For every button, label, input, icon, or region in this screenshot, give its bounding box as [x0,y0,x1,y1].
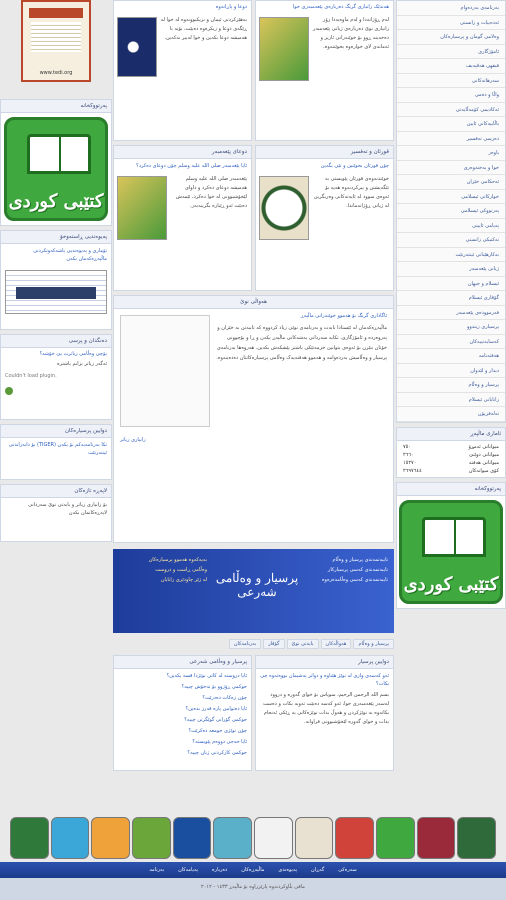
qa-list-item[interactable]: ئایا حەجی دووەم پێویستە؟ [192,739,247,745]
stat-row [397,451,505,459]
banner-side-line: بەیەکەوە هەموو پرسیارەکان [148,557,207,563]
news-heading[interactable]: ئاگاداری گرنگ بۆ هەموو خوێنەرانی ماڵپەڕ [300,313,387,319]
qa-list-item[interactable]: ئایا دەتوانین پارە قەرز بدەین؟ [185,706,247,712]
box-dua-body: بەهێزکردنی ئیمان و نزیکبوونەوە لە خوا لە ڕێگەی دوعا و زیکرەوە دەبێت، بۆیە با هەمیشە دوعا بکەین و خوا لەبیر نەکەین. [160,17,247,41]
menu-item[interactable]: وەلامی گومان و پرسیارەکان [397,30,505,45]
right-library-box [396,482,506,609]
qa-list-item[interactable]: چۆن زەکات دەدرێت؟ [202,695,247,701]
qa-left-header: پرسیار و وەڵامی شەرعی [114,656,251,669]
copyright: مافی بڵاوکردنەوە پارێزراوە بۆ ماڵپەڕ ١٤٣٣ - ٢٠١٢ [201,884,305,890]
box-prophet-body: لەم ڕۆژانەدا و لەم ماوەیەدا زۆر زانیاری نوێ دەربارەی ژیانی پێغەمبەر دەخەینە ڕوو بۆ خوێنەرانی ئازیز و ئەمانەی لای خوارەوە بخوێننەوە. [312,17,389,50]
left-library-box [0,99,112,226]
banner-side-line: وەڵامی ڕاست و دروست [155,567,207,573]
qa-list-item[interactable]: حوکمی ڕۆژوو بۆ نەخۆش چییە؟ [181,684,247,690]
right-sidebar [396,0,506,613]
latest-questions-box [0,424,112,480]
qa-right-heading[interactable]: ئەو کەسەی وازی لە نوێژ هێناوە و دواتر پەشیمان بووەتەوە چی بکات؟ [260,673,389,687]
box-quran-body: خوێندنەوەی قورئان پێویستی بە تێگەیشتن و بیرکردنەوە هەیە بۆ ئەوەی سوود لە ئایەتەکانی وەربگرین لە ژیانی ڕۆژانەماندا. [313,176,389,209]
left-library-header: پەرتووکخانە [1,100,111,113]
book-cover-image[interactable]: www.tedi.org [21,0,91,82]
stat-label: میوانانی ئەمڕۆ [468,443,499,450]
box-prophet-dua-header: دوعای پێغەمبەر [114,146,251,159]
plugin-error: Couldn't load plugin. [5,373,57,379]
box-prophet [255,0,394,141]
menu-item[interactable]: سەرهاتەکانی [397,74,505,89]
partner-link-6-icon[interactable] [213,817,252,859]
menu-item[interactable]: هەفتەنامە [397,349,505,364]
book-cover-box [0,0,112,95]
contact-link[interactable]: تۆماری و پەیوەندیی پاشەکەوتکردنی ماڵپەڕەکەمان بکەن [33,248,107,262]
quran-thumbnail[interactable] [259,176,309,240]
center-tab[interactable]: پرسیار و وەڵام [353,639,394,649]
voting-box [0,334,112,420]
news-box [113,295,394,543]
footer-nav-link[interactable]: پەیوەندی [278,867,298,873]
news-more-link[interactable]: زانیاری زیاتر [120,437,146,443]
moon-thumbnail[interactable] [117,17,157,77]
menu-item[interactable]: تەکنیکی زانستی [397,233,505,248]
menu-item[interactable]: باوەر [397,146,505,161]
box-prophet-dua-body: پێغەمبەر صلى الله عليه وسلم هەمیشە دوعای دەکرد و داوای لێخۆشبوونی لە خوا دەکرد، ئێمەش دەبێت ئەو ڕێبازە بگرینەبەر. [175,176,247,209]
center-tabs [113,637,394,651]
left-sidebar [0,0,112,546]
news-header: هەواڵی نوێ [114,296,393,309]
footer-nav-link[interactable]: ماڵپەڕەکان [241,867,265,873]
footer-nav-link[interactable]: دەربارە [212,867,228,873]
right-library-header: پەرتووکخانە [397,483,505,496]
qa-right-box [255,655,394,771]
menu-item[interactable]: پەرتووکی ئیسلامی [397,204,505,219]
pages-box [0,484,112,542]
news-image-placeholder [120,315,210,427]
footer-nav-link[interactable]: پەیامەکان [178,867,199,873]
footer-nav-link[interactable]: گەڕان [311,867,325,873]
menu-item[interactable]: دەرسی تەفسیر [397,132,505,147]
qa-list-item[interactable]: حوکمی گۆرانی گوێگرتن چییە؟ [184,717,247,723]
partner-link-4-icon[interactable] [132,817,171,859]
stat-label: میوانانی دوێنێ [469,451,499,458]
stat-row [397,467,505,475]
partner-link-2-icon[interactable] [51,817,90,859]
partner-link-12-icon[interactable] [457,817,496,859]
stat-value: ٢٦٩٧٦٤٤ [403,467,422,474]
qa-banner[interactable] [113,549,394,633]
menu-item[interactable]: فەرموودەی پێغەمبەر [397,306,505,321]
footer-nav-link[interactable]: سەرەکی [338,867,357,873]
box-quran-header: قورئان و تەفسیر [256,146,393,159]
menu-item[interactable]: کەسایەتییەکان [397,335,505,350]
main-content [113,0,394,775]
partner-link-3-icon[interactable] [91,817,130,859]
partner-link-7-icon[interactable] [254,817,293,859]
center-tab[interactable]: بەرنامەکان [229,639,261,649]
menu-item[interactable]: ژیانی پێغەمبەر [397,262,505,277]
footer [0,862,506,900]
calligraphy-thumbnail[interactable] [259,17,309,81]
center-tab[interactable]: هەواڵەکان [321,639,352,649]
partner-link-1-icon[interactable] [10,817,49,859]
box-dua [113,0,252,141]
center-tab[interactable]: بابەتی نوێ [287,639,319,649]
latest-link[interactable]: تکا بەرنامەیەکم بۆ بکەن (TIGER) بۆ دابەزاندنی ئینتەرنێت [8,442,107,456]
menu-item[interactable]: واڵا و دەمی [397,88,505,103]
partner-link-10-icon[interactable] [376,817,415,859]
partner-links-bar [10,817,496,859]
partner-link-11-icon[interactable] [417,817,456,859]
menu-item[interactable]: بەکارهێنانی ئینتەرنێت [397,248,505,263]
menu-item[interactable]: زانایانی ئیسلام [397,393,505,408]
menu-item[interactable]: گۆڤاری ئیسلام [397,291,505,306]
banner-line: تایبەتمەندی کەسی وەڵامدەرەوە [321,577,388,583]
plugin-icon [5,387,13,395]
box-prophet-dua-heading[interactable]: ئایا پێغەمبەر صلى الله عليه وسلم چۆن دوعای دەکرد؟ [136,163,247,169]
box-dua-heading[interactable]: دوعا و پاڕانەوە [215,4,247,10]
banner-line: تایبەتمەندی کەسی پرسیارکار [327,567,388,573]
left-library-logo[interactable]: کتێبی کوردی [4,117,108,221]
stats-box [396,427,506,478]
box-prophet-heading[interactable]: هەندێک زانیاری گرنگ دەربارەی پێغەمبەری خوا [292,4,389,10]
footer-nav [0,862,506,878]
footer-nav-link[interactable]: بەرنامە [149,867,165,873]
menu-item[interactable]: پرسیاری زیندوو [397,320,505,335]
qa-list-item[interactable]: چۆن نوێژی جومعە دەکرێت؟ [188,728,247,734]
qa-right-body: بسم الله الرحمن الرحیم، سوپاس بۆ خوای گەورە و دروود لەسەر پێغەمبەری خوا، ئەو کەسە دەبێت تەوبە بکات و دەست بکاتەوە بە نوێژکردن و هەوڵ بدات نوێژەکانی بە ڕێکی ئەنجام بدات و خوای گەورە لێخۆشبوونی فراوانە. [262,692,389,725]
menu-item[interactable]: ئەکادیمی کۆمەڵایەتی [397,103,505,118]
poll-option[interactable]: ئەگەر زیاتر بزانم باشترە [56,361,107,367]
box-quran [255,145,394,291]
poll-question[interactable]: بۆچی وەڵامی زیاترت پێ خۆشە؟ [39,351,107,357]
stats-header: ئامارى ماڵپەڕ [397,428,505,441]
banner-side-line: لە ژێر چاودێری زانایان [160,577,207,583]
menu-item[interactable]: ئەدەبیات و زانستی [397,16,505,31]
menu-item[interactable]: ئیسلام و جیهان [397,277,505,292]
partner-link-5-icon[interactable] [173,817,212,859]
box-quran-heading[interactable]: چۆن قورئان بخوێنین و تێی بگەین [320,163,389,169]
qa-right-header: دوایین پرسیار [256,656,393,669]
stat-value: ٧٥٠ [403,443,412,450]
menu-item[interactable]: فیقهی هەڤپەیف [397,59,505,74]
qa-list-item[interactable]: ئایا دروستە لە کاتی نوێژدا قسە بکەین؟ [166,673,247,679]
stat-label: کۆی میوانەکان [468,467,499,474]
menu-item[interactable]: پرسیار و وەڵام [397,378,505,393]
main-menu [396,0,506,423]
contact-banner-image[interactable] [5,270,107,314]
pages-text: بۆ زانیاری زیاتر و بابەتی نوێ سەردانی لاپەڕەکانمان بکەن [28,502,107,516]
menu-item[interactable]: تەلەفزیۆن [397,407,505,422]
stat-value: ١٥٢٧٠ [403,459,417,466]
library-logo[interactable]: کتێبی کوردی [399,500,503,604]
qa-left-box [113,655,252,771]
menu-item[interactable]: ئەحکامی خێزان [397,175,505,190]
box-prophet-dua [113,145,252,291]
center-tab[interactable]: گۆڤار [263,639,284,649]
menu-item[interactable]: بەرنامەی بەردەوام [397,1,505,16]
stat-value: ٢٦٦٠ [403,451,414,458]
contact-header: پەیوەندیی ڕاستەوخۆ [1,231,111,244]
partner-link-8-icon[interactable] [295,817,334,859]
latest-header: دوایین پرسیارەکان [1,425,111,438]
partner-link-9-icon[interactable] [335,817,374,859]
dua-thumbnail[interactable] [117,176,167,240]
stat-row [397,443,505,451]
voting-header: دەنگدان و پرسی [1,335,111,348]
menu-item[interactable]: ئامۆژگاری [397,45,505,60]
menu-item[interactable]: پەیامی ئایینی [397,219,505,234]
banner-title: پرسیار و وەڵامی شەرعی [215,571,299,599]
menu-item[interactable]: دیدار و لێدوان [397,364,505,379]
menu-item[interactable]: باڵاییەکانی ئایین [397,117,505,132]
contact-box [0,230,112,330]
stat-row [397,459,505,467]
stat-label: میوانانی هەفتە [468,459,499,466]
banner-line: تایبەتمەندی پرسیار و وەڵام [332,557,388,563]
menu-item[interactable]: خوا و بەختەوەری [397,161,505,176]
qa-list-item[interactable]: حوکمی کارکردنی ژنان چییە؟ [187,750,247,756]
menu-item[interactable]: خوارکاتی ئیسلامی [397,190,505,205]
news-body: ماڵپەڕەکەمان لە ئێستادا بابەت و بەرنامەی نوێی زیاد کردووە کە تایبەتن بە خێزان و پەروەردە و ئامۆژگاری، تکایە سەردانی بەشەکانی ماڵپەڕ بکەن و ڕا و بۆچوونی خۆتان بنێرن بۆ ئەوەی بتوانین خزمەتێکی باشتر پێشکەش بکەین. هەروەها بەرنامەی پرسیار و وەڵامیش بەردەوامە و هەموو هەفتەیەک وەڵامی پرسیارەکانتان دەدەینەوە. [216,325,387,361]
pages-header: لاپەڕە تازەکان [1,485,111,498]
